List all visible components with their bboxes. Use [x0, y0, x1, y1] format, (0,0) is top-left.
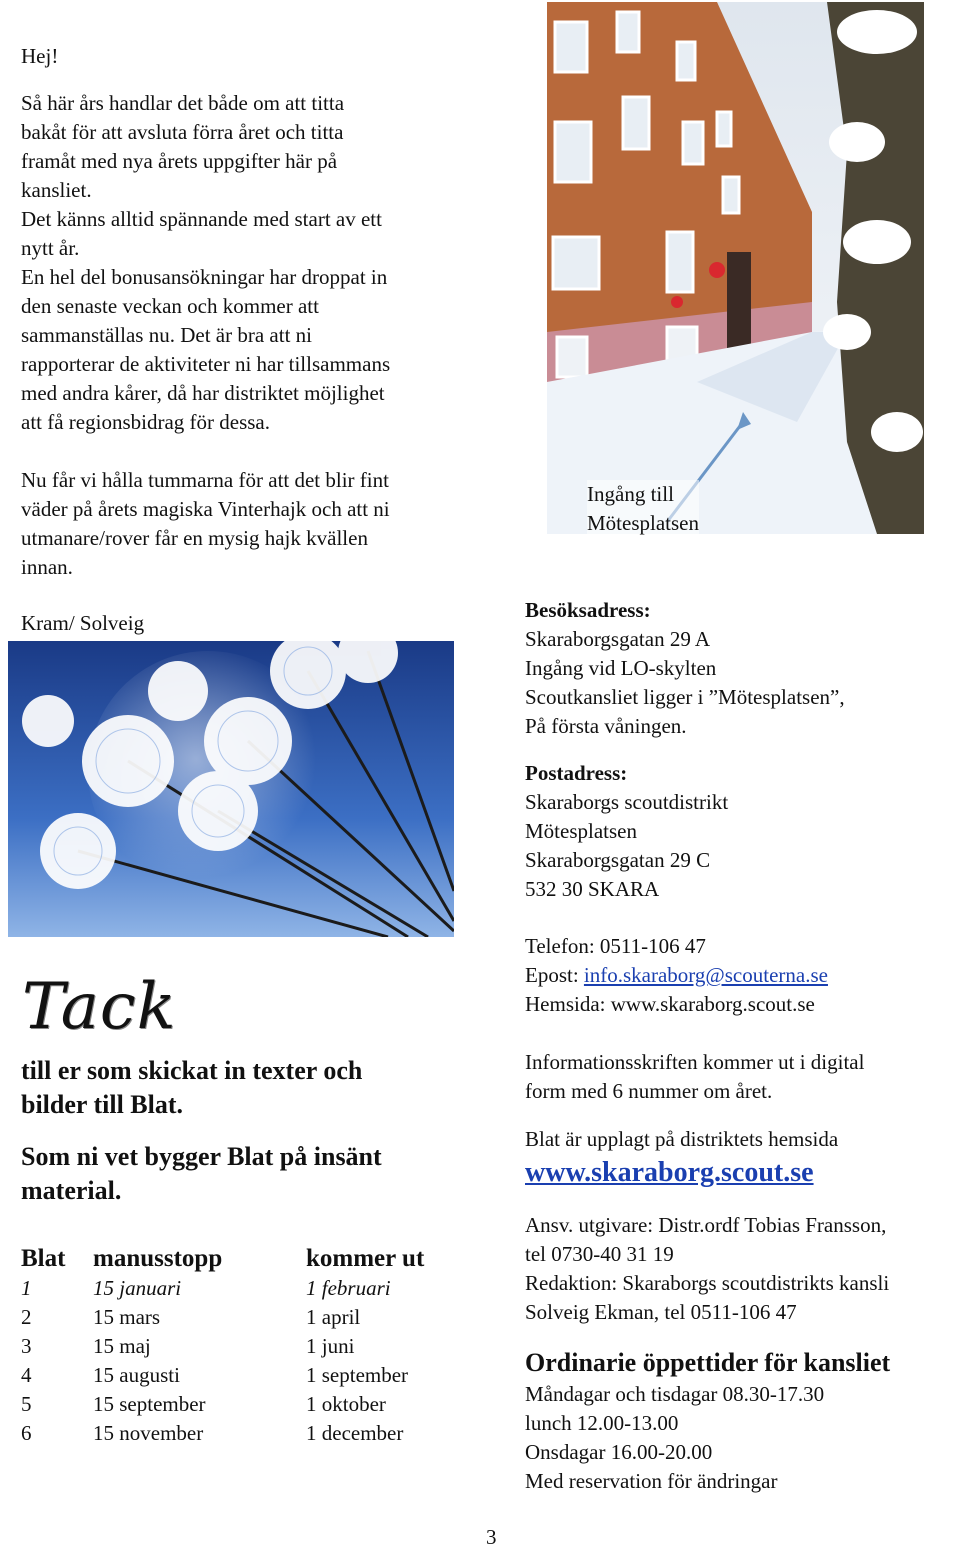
intro-line: nytt år. — [21, 236, 80, 260]
credit-line: tel 0730-40 31 19 — [525, 1242, 674, 1266]
intro-line: Det känns alltid spännande med start av ett — [21, 207, 382, 231]
opening-hours-heading: Ordinarie öppettider för kansliet — [525, 1348, 891, 1377]
schedule-table — [21, 1244, 424, 1448]
photo-caption-line: Ingång till — [587, 482, 674, 506]
address-line: Scoutkansliet ligger i ”Mötesplatsen”, — [525, 685, 845, 709]
schedule-row — [21, 1419, 424, 1448]
schedule-cell: 1 december — [306, 1421, 404, 1445]
para2-line: utmanare/rover får en mysig hajk kvällen — [21, 526, 368, 550]
tack-line: bilder till Blat. — [21, 1090, 184, 1119]
schedule-row — [21, 1332, 424, 1361]
intro-line: sammanställas nu. Det är bra att ni — [21, 323, 312, 347]
website-link[interactable]: www.skaraborg.scout.se — [525, 1157, 814, 1188]
schedule-cell: 15 maj — [93, 1334, 151, 1358]
address-line: 532 30 SKARA — [525, 877, 660, 901]
hours-line: Onsdagar 16.00-20.00 — [525, 1440, 713, 1464]
schedule-cell: 1 — [21, 1276, 32, 1300]
schedule-row — [21, 1361, 424, 1390]
intro-line: att få regionsbidrag för dessa. — [21, 410, 270, 434]
address-line: Skaraborgsgatan 29 C — [525, 848, 711, 872]
intro-line: rapporterar de aktiviteter ni har tillsammans — [21, 352, 391, 376]
intro-line: kansliet. — [21, 178, 92, 202]
intro-paragraph — [21, 89, 390, 437]
credits — [525, 1211, 889, 1327]
address-line: På första våningen. — [525, 714, 687, 738]
intro-line: bakåt för att avsluta förra året och titta — [21, 120, 344, 144]
schedule-cell: 1 april — [306, 1305, 361, 1329]
tack-line: Som ni vet bygger Blat på insänt — [21, 1142, 382, 1171]
para2-line: innan. — [21, 555, 73, 579]
intro-line: den senaste veckan och kommer att — [21, 294, 319, 318]
frost-flower-illustration — [8, 641, 454, 937]
schedule-cell: 15 mars — [93, 1305, 161, 1329]
second-paragraph — [21, 466, 390, 582]
phone-number: Telefon: 0511-106 47 — [525, 934, 706, 958]
contact-info — [525, 932, 828, 1019]
frost-flower-photo — [8, 641, 454, 937]
info-line: form med 6 nummer om året. — [525, 1079, 773, 1103]
email-link[interactable]: info.skaraborg@scouterna.se — [583, 963, 828, 987]
schedule-header-cell: manusstopp — [93, 1245, 223, 1272]
tack-line: till er som skickat in texter och — [21, 1056, 363, 1085]
greeting: Hej! — [21, 44, 59, 68]
address-line: Skaraborgsgatan 29 A — [525, 627, 711, 651]
para2-line: väder på årets magiska Vinterhajk och att ni — [21, 497, 390, 521]
intro-line: En hel del bonusansökningar har droppat in — [21, 265, 388, 289]
schedule-header-cell: Blat — [21, 1245, 66, 1272]
building-photo — [547, 2, 924, 534]
schedule-row — [21, 1274, 424, 1303]
schedule-row — [21, 1303, 424, 1332]
tack-title: Tack — [22, 970, 177, 1044]
address-line: Skaraborgs scoutdistrikt — [525, 790, 729, 814]
info-text — [525, 1048, 864, 1106]
schedule-cell: 4 — [21, 1363, 32, 1387]
credit-line: Redaktion: Skaraborgs scoutdistrikts kansli — [525, 1271, 890, 1295]
hours-line: lunch 12.00-13.00 — [525, 1411, 679, 1435]
hours-line: Med reservation för ändringar — [525, 1469, 778, 1493]
email-row — [525, 961, 828, 990]
tack-line: material. — [21, 1176, 122, 1205]
building-illustration — [547, 2, 924, 534]
address-line: Ingång vid LO-skylten — [525, 656, 717, 680]
opening-hours — [525, 1380, 824, 1496]
hours-line: Måndagar och tisdagar 08.30-17.30 — [525, 1382, 825, 1406]
page-number: 3 — [486, 1525, 497, 1549]
schedule-cell: 1 februari — [306, 1276, 391, 1300]
schedule-cell: 1 september — [306, 1363, 409, 1387]
schedule-cell: 15 november — [93, 1421, 204, 1445]
tack-text — [21, 1054, 362, 1122]
schedule-cell: 2 — [21, 1305, 32, 1329]
schedule-cell: 15 januari — [93, 1276, 182, 1300]
intro-line: med andra kårer, då har distriktet möjlighet — [21, 381, 385, 405]
photo-caption — [587, 480, 699, 538]
postal-address — [525, 759, 728, 904]
schedule-header-row — [21, 1244, 424, 1274]
info-line: Informationsskriften kommer ut i digital — [525, 1050, 865, 1074]
info-line: Blat är upplagt på distriktets hemsida — [525, 1127, 839, 1151]
credit-line: Solveig Ekman, tel 0511-106 47 — [525, 1300, 797, 1324]
schedule-cell: 5 — [21, 1392, 32, 1416]
postal-address-heading: Postadress: — [525, 761, 628, 785]
signoff: Kram/ Solveig — [21, 611, 145, 635]
schedule-cell: 6 — [21, 1421, 32, 1445]
schedule-cell: 15 september — [93, 1392, 206, 1416]
para2-line: Nu får vi hålla tummarna för att det blir fint — [21, 468, 389, 492]
website-text: Hemsida: www.skaraborg.scout.se — [525, 992, 815, 1016]
intro-line: Så här års handlar det både om att titta — [21, 91, 345, 115]
address-line: Mötesplatsen — [525, 819, 637, 843]
visiting-address-heading: Besöksadress: — [525, 598, 651, 622]
schedule-header-cell: kommer ut — [306, 1245, 425, 1272]
credit-line: Ansv. utgivare: Distr.ordf Tobias Fransson, — [525, 1213, 887, 1237]
tack-note — [21, 1140, 382, 1208]
photo-caption-line: Mötesplatsen — [587, 511, 699, 535]
schedule-cell: 3 — [21, 1334, 32, 1358]
schedule-cell: 1 oktober — [306, 1392, 386, 1416]
intro-line: framåt med nya årets uppgifter här på — [21, 149, 338, 173]
schedule-row — [21, 1390, 424, 1419]
schedule-cell: 15 augusti — [93, 1363, 180, 1387]
visiting-address — [525, 596, 845, 741]
schedule-cell: 1 juni — [306, 1334, 355, 1358]
email-label: Epost: — [525, 963, 584, 987]
